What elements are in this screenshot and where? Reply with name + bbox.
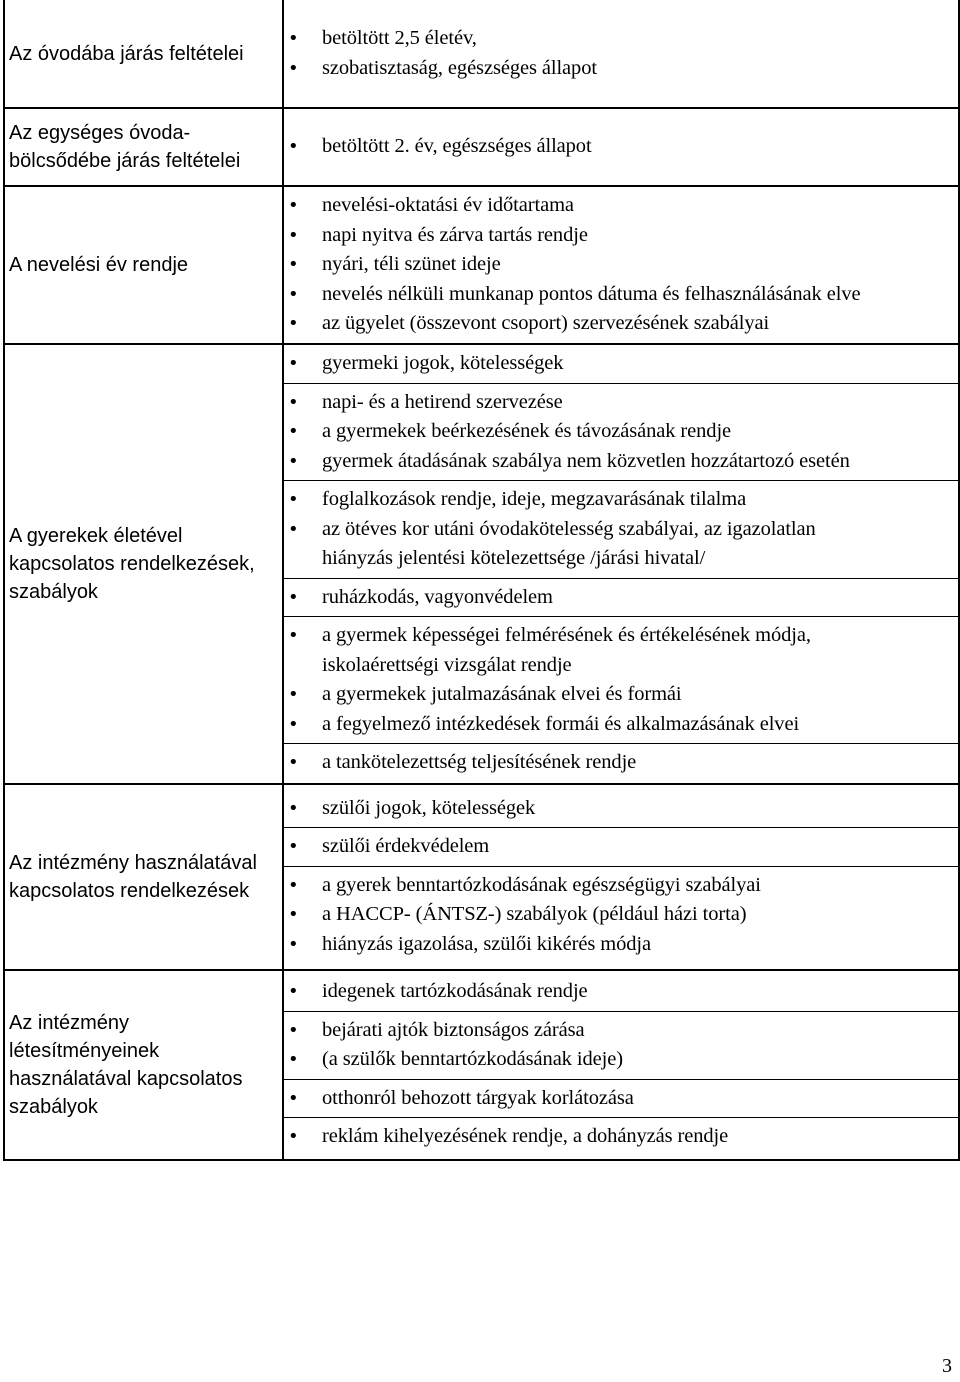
list-item: • a gyermek képességei felmérésének és értékelésének módja, iskolaérettségi vizsgálat rendje bbox=[284, 621, 958, 680]
row-label-text: Az intézmény létesítményeinek használatával kapcsolatos szabályok bbox=[9, 1011, 243, 1118]
bullet-list bbox=[284, 977, 958, 1007]
row-label-text: Az intézmény használatával kapcsolatos rendelkezések bbox=[9, 851, 257, 902]
bullet-list bbox=[284, 621, 958, 739]
table-row bbox=[4, 108, 959, 186]
item-group bbox=[284, 128, 958, 166]
list-item: • a gyerek benntartózkodásának egészségügyi szabályai bbox=[284, 871, 958, 901]
item-group bbox=[284, 743, 958, 782]
row-label bbox=[4, 108, 283, 186]
row-items bbox=[283, 784, 959, 970]
list-item: • betöltött 2,5 életév, bbox=[284, 24, 958, 54]
item-group bbox=[284, 616, 958, 743]
bullet-list bbox=[284, 1016, 958, 1075]
bullet-list bbox=[284, 1084, 958, 1114]
item-group bbox=[284, 20, 958, 87]
item-group bbox=[284, 827, 958, 866]
row-items bbox=[283, 0, 959, 108]
item-group bbox=[284, 578, 958, 617]
table-row bbox=[4, 0, 959, 108]
list-item: • reklám kihelyezésének rendje, a dohányzás rendje bbox=[284, 1122, 958, 1152]
item-group bbox=[284, 1117, 958, 1156]
list-item: • az ügyelet (összevont csoport) szervezésének szabályai bbox=[284, 309, 958, 339]
item-group bbox=[284, 866, 958, 964]
list-item: • nevelési-oktatási év időtartama bbox=[284, 191, 958, 221]
row-label-text: A nevelési év rendje bbox=[9, 253, 189, 276]
table-body bbox=[4, 0, 959, 1160]
item-group bbox=[284, 1011, 958, 1079]
list-item: • foglalkozások rendje, ideje, megzavarásának tilalma bbox=[284, 485, 958, 515]
table-row bbox=[4, 970, 959, 1160]
list-item: • szülői jogok, kötelességek bbox=[284, 794, 958, 824]
list-item: • nyári, téli szünet ideje bbox=[284, 250, 958, 280]
row-label-text: Az óvodába járás feltételei bbox=[9, 42, 244, 65]
item-group bbox=[284, 383, 958, 481]
row-items bbox=[283, 108, 959, 186]
item-group bbox=[284, 973, 958, 1011]
bullet-list bbox=[284, 1122, 958, 1152]
table-row bbox=[4, 784, 959, 970]
list-item: • szobatisztaság, egészséges állapot bbox=[284, 54, 958, 84]
bullet-list bbox=[284, 24, 958, 83]
list-item: • idegenek tartózkodásának rendje bbox=[284, 977, 958, 1007]
row-label bbox=[4, 784, 283, 970]
row-label bbox=[4, 0, 283, 108]
bullet-list bbox=[284, 794, 958, 824]
list-item: • napi nyitva és zárva tartás rendje bbox=[284, 221, 958, 251]
list-item: • betöltött 2. év, egészséges állapot bbox=[284, 132, 958, 162]
row-items bbox=[283, 970, 959, 1160]
list-item: • bejárati ajtók biztonságos zárása bbox=[284, 1016, 958, 1046]
row-label-text: Az egységes óvoda-bölcsődébe járás feltételei bbox=[9, 122, 241, 172]
list-item: • a gyermekek jutalmazásának elvei és formái bbox=[284, 680, 958, 710]
page-number: 3 bbox=[942, 1355, 952, 1377]
bullet-list bbox=[284, 832, 958, 862]
list-item: • napi- és a hetirend szervezése bbox=[284, 388, 958, 418]
list-item: • nevelés nélküli munkanap pontos dátuma és felhasználásának elve bbox=[284, 280, 958, 310]
item-group bbox=[284, 345, 958, 383]
list-item: • a tankötelezettség teljesítésének rendje bbox=[284, 748, 958, 778]
list-item: • a gyermekek beérkezésének és távozásának rendje bbox=[284, 417, 958, 447]
bullet-list bbox=[284, 748, 958, 778]
list-item: • otthonról behozott tárgyak korlátozása bbox=[284, 1084, 958, 1114]
row-items bbox=[283, 186, 959, 344]
row-label bbox=[4, 344, 283, 784]
row-label bbox=[4, 970, 283, 1160]
bullet-list bbox=[284, 871, 958, 960]
list-item: • a fegyelmező intézkedések formái és alkalmazásának elvei bbox=[284, 710, 958, 740]
list-item: • gyermeki jogok, kötelességek bbox=[284, 349, 958, 379]
list-item: • szülői érdekvédelem bbox=[284, 832, 958, 862]
list-item: • ruházkodás, vagyonvédelem bbox=[284, 583, 958, 613]
bullet-list bbox=[284, 191, 958, 339]
item-group bbox=[284, 480, 958, 578]
bullet-list bbox=[284, 583, 958, 613]
bullet-list bbox=[284, 132, 958, 162]
row-label bbox=[4, 186, 283, 344]
row-items bbox=[283, 344, 959, 784]
list-item: • az ötéves kor utáni óvodakötelesség szabályai, az igazolatlan hiányzás jelentési kötelezettsége /járási hivatal/ bbox=[284, 515, 958, 574]
regulations-table bbox=[3, 0, 960, 1161]
bullet-list bbox=[284, 349, 958, 379]
table-row bbox=[4, 186, 959, 344]
bullet-list bbox=[284, 485, 958, 574]
list-item: • hiányzás igazolása, szülői kikérés módja bbox=[284, 930, 958, 960]
list-item: • gyermek átadásának szabálya nem közvetlen hozzátartozó esetén bbox=[284, 447, 958, 477]
item-group bbox=[284, 1079, 958, 1118]
table-row bbox=[4, 344, 959, 784]
list-item: • a HACCP- (ÁNTSZ-) szabályok (például házi torta) bbox=[284, 900, 958, 930]
list-item: • (a szülők benntartózkodásának ideje) bbox=[284, 1045, 958, 1075]
item-group bbox=[284, 790, 958, 828]
row-label-text: A gyerekek életével kapcsolatos rendelkezések, szabályok bbox=[9, 524, 255, 603]
bullet-list bbox=[284, 388, 958, 477]
item-group bbox=[284, 187, 958, 343]
